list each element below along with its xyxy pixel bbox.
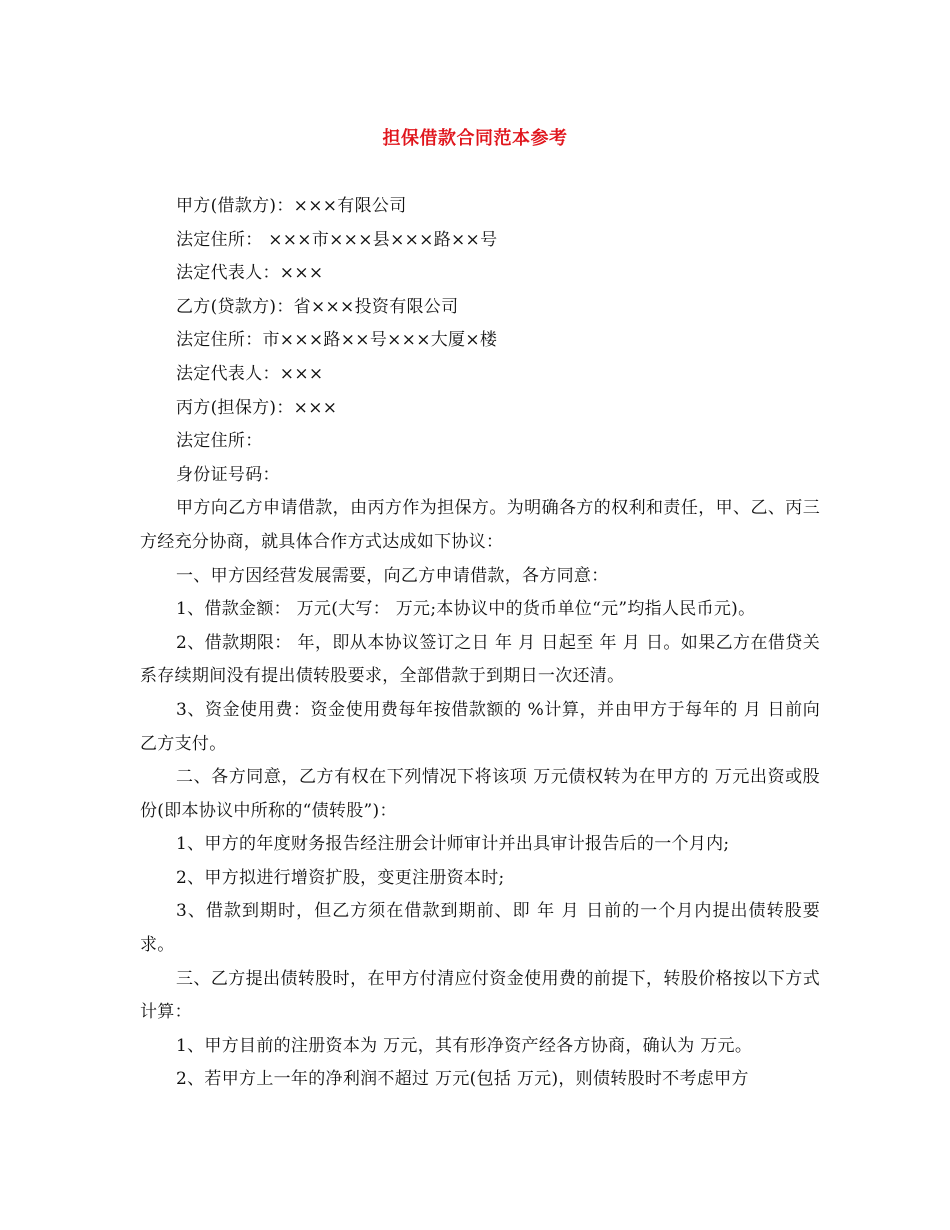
- clause-3-2: 2、若甲方上一年的净利润不超过 万元(包括 万元)，则债转股时不考虑甲方: [176, 1069, 749, 1090]
- party-b-name: 乙方(贷款方)：省×××投资有限公司: [176, 296, 459, 317]
- preamble-paragraph: 甲方向乙方申请借款，由丙方作为担保方。为明确各方的权利和责任，甲、乙、丙三方经充分协商，就具体合作方式达成如下协议：: [140, 498, 820, 552]
- document-body: [140, 190, 820, 1097]
- party-b-address: 法定住所：市×××路××号×××大厦×楼: [176, 330, 498, 351]
- party-c-id-number: 身份证号码：: [176, 464, 280, 485]
- clause-2-2: 2、甲方拟进行增资扩股，变更注册资本时;: [176, 867, 505, 888]
- clause-2-3: 3、借款到期时，但乙方须在借款到期前、即 年 月 日前的一个月内提出债转股要求。: [140, 901, 820, 956]
- party-a-address: 法定住所： ×××市×××县×××路××号: [176, 229, 498, 250]
- clause-2-1: 1、甲方的年度财务报告经注册会计师审计并出具审计报告后的一个月内;: [176, 834, 730, 855]
- party-b-representative: 法定代表人：×××: [176, 363, 324, 384]
- clause-3-1: 1、甲方目前的注册资本为 万元，其有形净资产经各方协商，确认为 万元。: [176, 1035, 753, 1056]
- clause-1-1: 1、借款金额： 万元(大写： 万元;本协议中的货币单位“元”均指人民币元)。: [176, 599, 756, 620]
- section-three-heading: 三、乙方提出债转股时，在甲方付清应付资金使用费的前提下，转股价格按以下方式计算：: [140, 968, 820, 1023]
- clause-1-3: 3、资金使用费：资金使用费每年按借款额的 %计算，并由甲方于每年的 月 日前向乙方支付。: [140, 699, 820, 754]
- section-one-heading: 一、甲方因经营发展需要，向乙方申请借款，各方同意：: [176, 565, 609, 586]
- party-a-representative: 法定代表人：×××: [176, 263, 324, 284]
- document-title: 担保借款合同范本参考: [382, 128, 568, 149]
- party-a-name: 甲方(借款方)：×××有限公司: [176, 196, 407, 216]
- party-c-address: 法定住所：: [176, 431, 263, 452]
- clause-1-2: 2、借款期限： 年，即从本协议签订之日 年 月 日起至 年 月 日。如果乙方在借贷关系存续期间没有提出债转股要求，全部借款于到期日一次还清。: [140, 632, 820, 687]
- section-two-heading: 二、各方同意，乙方有权在下列情况下将该项 万元债权转为在甲方的 万元出资或股份(即本协议中所称的“债转股”)：: [140, 767, 820, 821]
- party-c-name: 丙方(担保方)：×××: [176, 397, 338, 418]
